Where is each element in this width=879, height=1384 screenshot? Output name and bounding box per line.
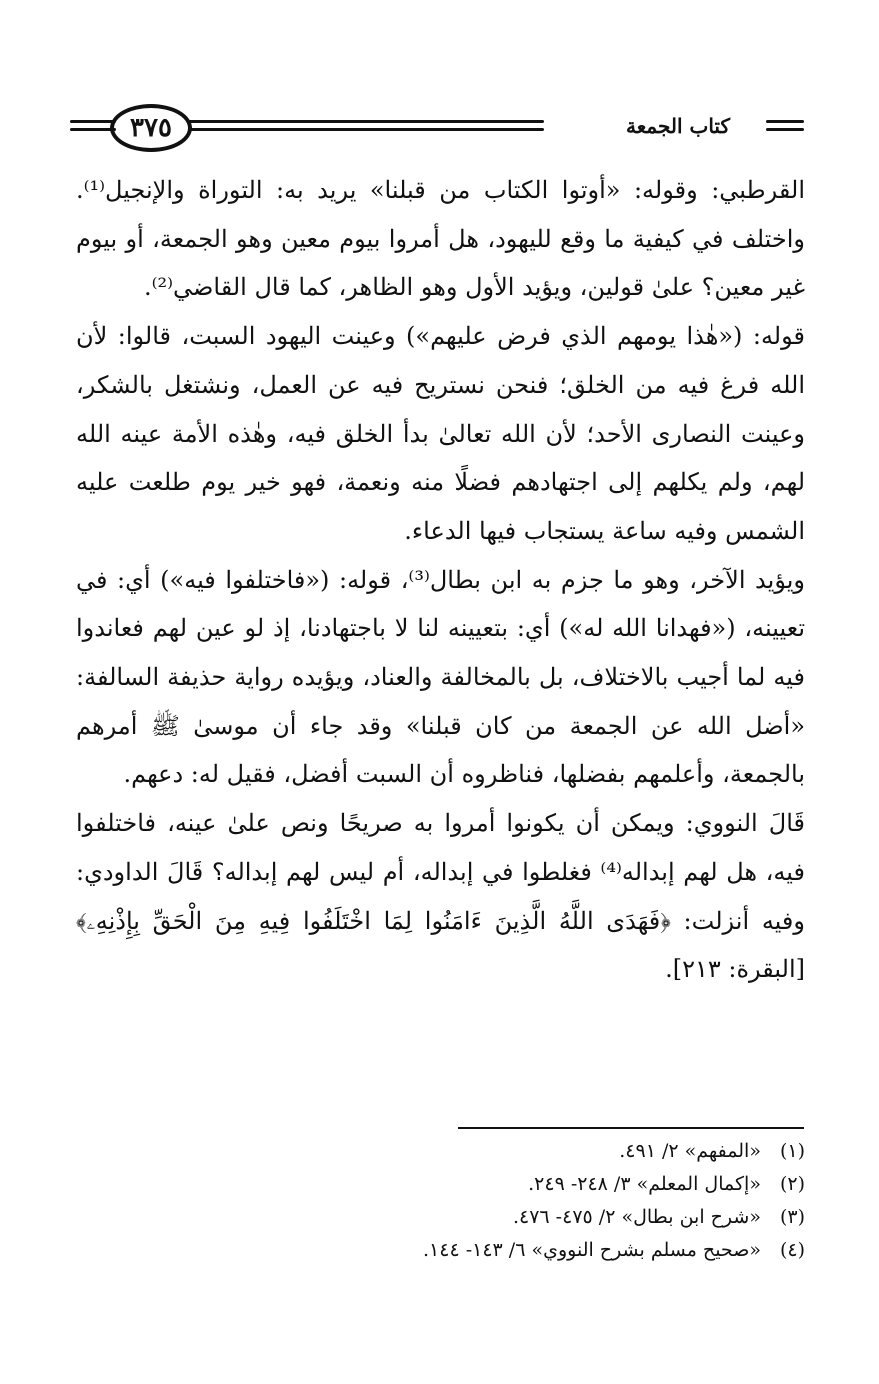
footnote-text: «صحيح مسلم بشرح النووي» ٦/ ١٤٣- ١٤٤. bbox=[423, 1239, 761, 1261]
paragraph: قوله: («هٰذا يومهم الذي فرض عليهم») وعينت اليهود السبت، قالوا: لأن الله فرغ فيه من الخلق؛ فنحن نستريح فيه عن العمل، ونشتغل بالشكر، وعينت النصارى الأحد؛ لأن الله تعالىٰ بدأ الخلق فيه، وهٰذه الأمة عينه الله لهم، ولم يكلهم إلى اجتهادهم فضلًا منه ونعمة، فهو خير يوم طلعت عليه الشمس وفيه ساعة يستجاب فيها الدعاء. bbox=[76, 322, 805, 545]
footnote-text: «إكمال المعلم» ٣/ ٢٤٨- ٢٤٩. bbox=[528, 1173, 761, 1195]
footnote-number: (٣) bbox=[779, 1206, 805, 1228]
footnote-text: «شرح ابن بطال» ٢/ ٤٧٥- ٤٧٦. bbox=[512, 1206, 761, 1228]
footnote-number: (٢) bbox=[779, 1173, 805, 1195]
footnote bbox=[76, 1201, 805, 1234]
footnote-number: (١) bbox=[779, 1140, 805, 1162]
footnote bbox=[76, 1234, 805, 1267]
footnote bbox=[76, 1168, 805, 1201]
footnote-separator bbox=[458, 1127, 804, 1129]
page-number: ٣٧٥ bbox=[110, 104, 192, 152]
paragraph: قَالَ النووي: ويمكن أن يكونوا أمروا به صريحًا ونص علىٰ عينه، فاختلفوا فيه، هل لهم إبداله⁽⁴⁾ فغلطوا في إبداله، أم ليس لهم إبداله؟ قَالَ الداودي: وفيه أنزلت: ﴿فَهَدَى اللَّهُ الَّذِينَ ءَامَنُوا لِمَا اخْتَلَفُوا فِيهِ مِنَ الْحَقِّ بِإِذْنِهِۦ﴾ [البقرة: ٢١٣]. bbox=[76, 809, 806, 984]
footnotes bbox=[76, 1135, 805, 1267]
footnote-text: «المفهم» ٢/ ٤٩١. bbox=[619, 1140, 761, 1162]
footnote bbox=[76, 1135, 805, 1168]
page-header bbox=[70, 104, 804, 160]
main-text bbox=[76, 166, 805, 994]
footnote-number: (٤) bbox=[779, 1239, 805, 1261]
paragraph: القرطبي: وقوله: «أوتوا الكتاب من قبلنا» يريد به: التوراة والإنجيل⁽¹⁾. واختلف في كيفية ما وقع لليهود، هل أمروا بيوم معين وهو الجمعة، أو بيوم غير معين؟ علىٰ قولين، ويؤيد الأول وهو الظاهر، كما قال القاضي⁽²⁾. bbox=[76, 176, 805, 302]
paragraph: ويؤيد الآخر، وهو ما جزم به ابن بطال⁽³⁾، قوله: («فاختلفوا فيه») أي: في تعيينه، («فهدانا الله له») أي: بتعيينه لنا لا باجتهادنا، إذ لو عين لهم فعاندوا فيه لما أجيب بالاختلاف، بل بالمخالفة والعناد، ويؤيده رواية حذيفة السالفة: «أضل الله عن الجمعة من كان قبلنا» وقد جاء أن موسىٰ ﷺ أمرهم بالجمعة، وأعلمهم بفضلها، فناظروه أن السبت أفضل، فقيل له: دعهم. bbox=[76, 565, 806, 789]
running-title: كتاب الجمعة bbox=[626, 114, 730, 138]
